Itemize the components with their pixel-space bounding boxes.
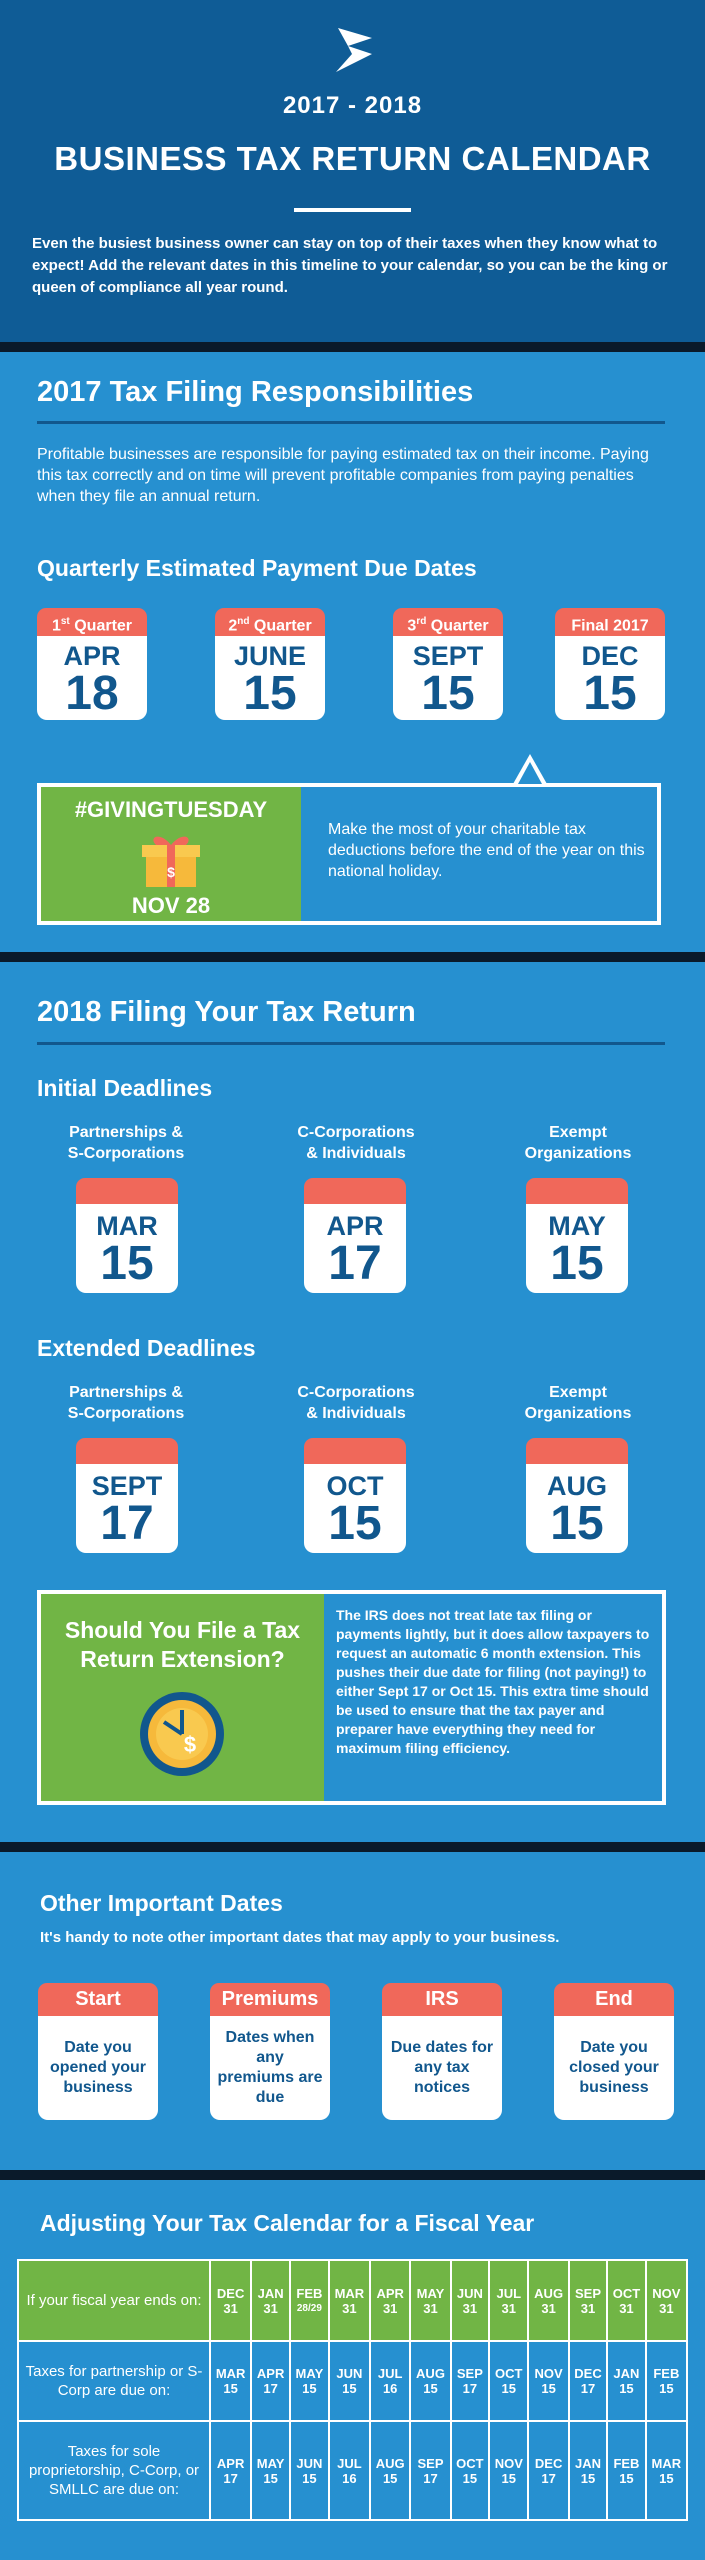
table-cell: [607, 2341, 645, 2421]
table-row: [18, 2260, 687, 2341]
giving-date: NOV 28: [131, 893, 211, 918]
quarter-date: [37, 636, 147, 720]
quarter-tab: [393, 608, 503, 636]
table-row: [18, 2341, 687, 2421]
header-banner: [0, 0, 705, 342]
month: MAR: [96, 1211, 158, 1241]
cell-day: 15: [462, 2470, 478, 2486]
quarter-card: [37, 608, 147, 720]
table-cell: [607, 2260, 645, 2341]
cell-month: FEB: [613, 2455, 640, 2471]
cell-month: OCT: [612, 2285, 641, 2301]
day: 17: [328, 1237, 382, 1290]
deadline-card: [526, 1438, 628, 1553]
section-heading: Other Important Dates: [40, 1890, 283, 1916]
month: SEPT: [91, 1471, 163, 1501]
card-tab: IRS: [382, 1983, 502, 2016]
table-cell: [646, 2341, 687, 2421]
table-cell: [290, 2421, 329, 2520]
label-line: Partnerships &: [69, 1384, 183, 1401]
cell-month: JUN: [336, 2366, 363, 2381]
table-row: [18, 2421, 687, 2520]
cell-day: 15: [342, 2381, 357, 2396]
day: 15: [550, 1237, 604, 1290]
cell-day: 17: [263, 2381, 278, 2396]
table-cell: [451, 2341, 489, 2421]
cell-day: 31: [423, 2300, 438, 2316]
cell-day: 15: [619, 2381, 634, 2396]
cell-day: 15: [302, 2381, 317, 2396]
table-cell: [329, 2341, 370, 2421]
cell-day: 16: [382, 2381, 398, 2396]
subheading: Quarterly Estimated Payment Due Dates: [37, 555, 477, 581]
giving-tuesday-box: [37, 783, 661, 925]
table-cell: [646, 2421, 687, 2520]
cell-day: 31: [382, 2300, 398, 2316]
cell-day: 31: [263, 2300, 278, 2316]
entity-label: [41, 1382, 211, 1424]
title-divider: [294, 208, 411, 212]
cell-day: 31: [541, 2300, 556, 2316]
cell-day: 31: [501, 2300, 517, 2316]
cell-month: MAR: [651, 2455, 682, 2471]
table-cell: [607, 2421, 645, 2520]
quarter-suffix: rd: [416, 616, 427, 627]
page-title: BUSINESS TAX RETURN CALENDAR: [54, 140, 651, 177]
extension-text: The IRS does not treat late tax filing or payments lightly, but it does allow taxpayers to request an automatic 6 month extension. This pushes their due date for filing (not paying!) to either Sept 17 or Oct 15. This extra time should be used to ensure that the tax payer and preparer have everything they need for maximum filing efficiency.: [336, 1607, 650, 1756]
cell-day: 15: [541, 2381, 556, 2396]
table-cell: [646, 2260, 687, 2341]
cell-month: AUG: [416, 2366, 445, 2381]
label-line: S-Corporations: [67, 1405, 185, 1422]
table-cell: [528, 2421, 568, 2520]
cell-month: NOV: [534, 2366, 563, 2381]
card-tab: End: [554, 1983, 674, 2016]
cell-month: OCT: [456, 2455, 484, 2471]
day: 15: [100, 1237, 154, 1290]
important-date-card: [382, 1983, 502, 2120]
table-cell: [251, 2260, 290, 2341]
section-divider: [0, 1842, 705, 1852]
label-line: C-Corporations: [297, 1384, 415, 1401]
month: OCT: [326, 1471, 384, 1501]
quarter-num: 2: [228, 617, 238, 635]
cell-month: MAR: [334, 2285, 365, 2301]
cell-month: JUN: [456, 2285, 483, 2301]
giving-tuesday-panel: [41, 787, 301, 921]
card-tab: [76, 1438, 178, 1464]
table-cell: [290, 2260, 329, 2341]
table-cell: [410, 2260, 450, 2341]
quarter-card: [393, 608, 503, 720]
table-cell: [370, 2260, 410, 2341]
callout-pointer-inner: [518, 762, 542, 784]
table-cell: [370, 2341, 410, 2421]
cell-month: JAN: [257, 2285, 284, 2301]
section-text: It's handy to note other important dates that may apply to your business.: [40, 1929, 560, 1946]
table-cell: [569, 2260, 607, 2341]
cell-month: DEC: [574, 2366, 602, 2381]
extension-title: Should You File a Tax Return Extension?: [64, 1617, 301, 1672]
cell-day: 17: [462, 2381, 478, 2396]
table-cell: [329, 2260, 370, 2341]
cell-month: SEP: [456, 2366, 483, 2381]
card-tab: [76, 1178, 178, 1204]
cell-month: NOV: [652, 2285, 681, 2301]
card-date: [76, 1464, 178, 1553]
logo-icon: [334, 26, 374, 74]
extension-panel: [41, 1594, 324, 1801]
table-cell: [528, 2341, 568, 2421]
quarter-label: Quarter: [69, 617, 133, 635]
section-heading: Adjusting Your Tax Calendar for a Fiscal Year: [40, 2210, 535, 2236]
quarter-date: [555, 636, 665, 720]
cell-month: MAY: [295, 2366, 324, 2381]
day: 18: [65, 667, 119, 720]
heading-rule: [37, 1042, 665, 1045]
label-line: C-Corporations: [297, 1124, 415, 1141]
label-line: Exempt: [549, 1124, 607, 1141]
entity-label: [271, 1382, 441, 1424]
table-cell: [410, 2421, 450, 2520]
label-line: Exempt: [549, 1384, 607, 1401]
heading-rule: [37, 421, 665, 424]
quarter-tab: [215, 608, 325, 636]
cell-month: APR: [256, 2366, 285, 2381]
cell-month: DEC: [534, 2455, 563, 2471]
giving-text: Make the most of your charitable tax deductions before the end of the year on this national holiday.: [328, 821, 645, 880]
quarter-label: Quarter: [249, 617, 312, 635]
section-divider: [0, 952, 705, 962]
important-date-card: [210, 1983, 330, 2120]
quarter-date: [215, 636, 325, 720]
years: 2017 - 2018: [282, 92, 423, 119]
cell-month: DEC: [216, 2285, 245, 2301]
cell-month: JUL: [496, 2285, 522, 2301]
card-tab: [304, 1178, 406, 1204]
entity-label: [493, 1382, 663, 1424]
deadline-card: [76, 1178, 178, 1293]
table-cell: [451, 2260, 489, 2341]
table-cell: [210, 2421, 251, 2520]
cell-day: 15: [659, 2470, 674, 2486]
quarter-date: [393, 636, 503, 720]
quarter-card: [555, 608, 665, 720]
clock-dollar-sign: $: [183, 1732, 197, 1757]
card-tab: Premiums: [210, 1983, 330, 2016]
table-cell: [251, 2341, 290, 2421]
cell-day: 15: [263, 2470, 278, 2486]
cell-day: 15: [619, 2470, 634, 2486]
quarter-suffix: st: [60, 616, 70, 627]
cell-month: JAN: [613, 2366, 640, 2381]
month: SEPT: [412, 641, 484, 671]
initial-heading: Initial Deadlines: [37, 1075, 213, 1101]
table-cell: [410, 2341, 450, 2421]
month: APR: [63, 641, 121, 671]
day: 15: [328, 1497, 382, 1550]
giving-title: #GIVINGTUESDAY: [74, 797, 268, 822]
cell-day: 15: [659, 2381, 674, 2396]
important-date-card: [554, 1983, 674, 2120]
important-date-card: [38, 1983, 158, 2120]
cell-month: MAR: [215, 2366, 246, 2381]
label-line: Organizations: [524, 1405, 632, 1422]
cell-day: 31: [462, 2300, 478, 2316]
section-divider: [0, 2170, 705, 2180]
quarter-suffix: nd: [237, 616, 250, 627]
intro-text: Even the busiest business owner can stay on top of their taxes when they know what to expect! Add the relevant dates in this timeline to your calendar, so you can be the king or queen of compliance all year round.: [32, 235, 668, 296]
card-date: [304, 1204, 406, 1293]
label-line: & Individuals: [306, 1405, 406, 1422]
quarter-num: 3: [407, 617, 417, 635]
cell-month: NOV: [494, 2455, 523, 2471]
cell-day: 31: [342, 2300, 357, 2316]
cell-day: 17: [223, 2470, 238, 2486]
quarter-label: Quarter: [426, 617, 489, 635]
table-cell: [329, 2421, 370, 2520]
month: MAY: [548, 1211, 606, 1241]
quarter-num: Final 2017: [571, 617, 649, 635]
label-line: & Individuals: [306, 1145, 406, 1162]
cell-day: 17: [580, 2381, 596, 2396]
cell-day: 16: [342, 2470, 357, 2486]
cell-day: 31: [659, 2300, 674, 2316]
card-date: [526, 1204, 628, 1293]
quarter-num: 1: [51, 617, 61, 635]
table-cell: [210, 2260, 251, 2341]
month: APR: [326, 1211, 384, 1241]
month: AUG: [547, 1471, 607, 1501]
table-cell: [210, 2341, 251, 2421]
row-header: Taxes for sole proprietorship, C-Corp, or SMLLC are due on:: [18, 2421, 210, 2520]
card-tab: [304, 1438, 406, 1464]
quarter-tab: [37, 608, 147, 636]
extended-heading: Extended Deadlines: [37, 1335, 256, 1361]
table-cell: [489, 2260, 528, 2341]
card-date: [304, 1464, 406, 1553]
table-cell: [251, 2421, 290, 2520]
cell-month: JAN: [574, 2455, 601, 2471]
cell-day: 31: [580, 2300, 596, 2316]
table-cell: [569, 2421, 607, 2520]
label-line: Partnerships &: [69, 1124, 183, 1141]
cell-day: 28/29: [296, 2302, 322, 2314]
cell-day: 15: [501, 2381, 517, 2396]
cell-month: JUN: [296, 2455, 323, 2471]
cell-day: 31: [223, 2300, 238, 2316]
cell-day: 15: [501, 2470, 517, 2486]
table-cell: [489, 2341, 528, 2421]
entity-label: [41, 1122, 211, 1164]
cell-month: FEB: [296, 2285, 323, 2301]
card-tab: Start: [38, 1983, 158, 2016]
day: 15: [550, 1497, 604, 1550]
card-date: [526, 1464, 628, 1553]
cell-day: 15: [580, 2470, 596, 2486]
table-cell: [569, 2341, 607, 2421]
day: 15: [583, 667, 637, 720]
cell-month: MAY: [416, 2285, 445, 2301]
deadline-card: [304, 1438, 406, 1553]
cell-day: 15: [423, 2381, 438, 2396]
cell-day: 17: [541, 2470, 556, 2486]
card-tab: [526, 1178, 628, 1204]
gift-icon: [140, 829, 202, 889]
card-text: Date you opened your business: [38, 2016, 158, 2120]
deadline-card: [304, 1178, 406, 1293]
cell-day: 15: [302, 2470, 317, 2486]
card-text: Due dates for any tax notices: [382, 2016, 502, 2120]
cell-day: 31: [619, 2300, 634, 2316]
cell-month: JUL: [377, 2366, 403, 2381]
card-tab: [526, 1438, 628, 1464]
cell-month: AUG: [534, 2285, 564, 2301]
cell-day: 17: [423, 2470, 438, 2486]
gift-dollar-sign: $: [167, 864, 175, 880]
day: 17: [100, 1497, 154, 1550]
cell-month: APR: [376, 2285, 404, 2301]
table-cell: [528, 2260, 568, 2341]
cell-month: SEP: [417, 2455, 444, 2471]
cell-month: SEP: [574, 2285, 601, 2301]
clock-icon: [136, 1686, 228, 1778]
cell-day: 15: [223, 2381, 238, 2396]
section-divider: [0, 342, 705, 352]
table-cell: [451, 2421, 489, 2520]
extension-box: [37, 1590, 666, 1805]
entity-label: [493, 1122, 663, 1164]
label-line: S-Corporations: [67, 1145, 185, 1162]
card-date: [76, 1204, 178, 1293]
section-text: Profitable businesses are responsible for paying estimated tax on their income. Paying this tax correctly and on time will prevent profitable companies from paying penalties when they file an annual return.: [37, 446, 649, 505]
cell-month: JUL: [337, 2455, 362, 2471]
day: 15: [243, 667, 297, 720]
cell-month: MAY: [256, 2455, 285, 2471]
table-cell: [489, 2421, 528, 2520]
label-line: Organizations: [524, 1145, 632, 1162]
entity-label: [271, 1122, 441, 1164]
month: JUNE: [233, 641, 307, 671]
table-cell: [370, 2421, 410, 2520]
table-cell: [290, 2341, 329, 2421]
cell-month: AUG: [375, 2455, 405, 2471]
fiscal-year-table: [17, 2259, 688, 2521]
section-heading: 2018 Filing Your Tax Return: [37, 996, 416, 1028]
quarter-tab: [555, 608, 665, 636]
deadline-card: [76, 1438, 178, 1553]
cell-month: FEB: [653, 2366, 680, 2381]
cell-month: APR: [216, 2455, 245, 2471]
card-text: Dates when any premiums are due: [210, 2016, 330, 2120]
row-header: Taxes for partnership or S-Corp are due on:: [18, 2341, 210, 2421]
month: DEC: [581, 641, 639, 671]
card-text: Date you closed your business: [554, 2016, 674, 2120]
row-header: If your fiscal year ends on:: [18, 2260, 210, 2341]
quarter-card: [215, 608, 325, 720]
section-heading: 2017 Tax Filing Responsibilities: [37, 376, 474, 408]
cell-day: 15: [382, 2470, 398, 2486]
cell-month: OCT: [495, 2366, 523, 2381]
day: 15: [421, 667, 475, 720]
deadline-card: [526, 1178, 628, 1293]
